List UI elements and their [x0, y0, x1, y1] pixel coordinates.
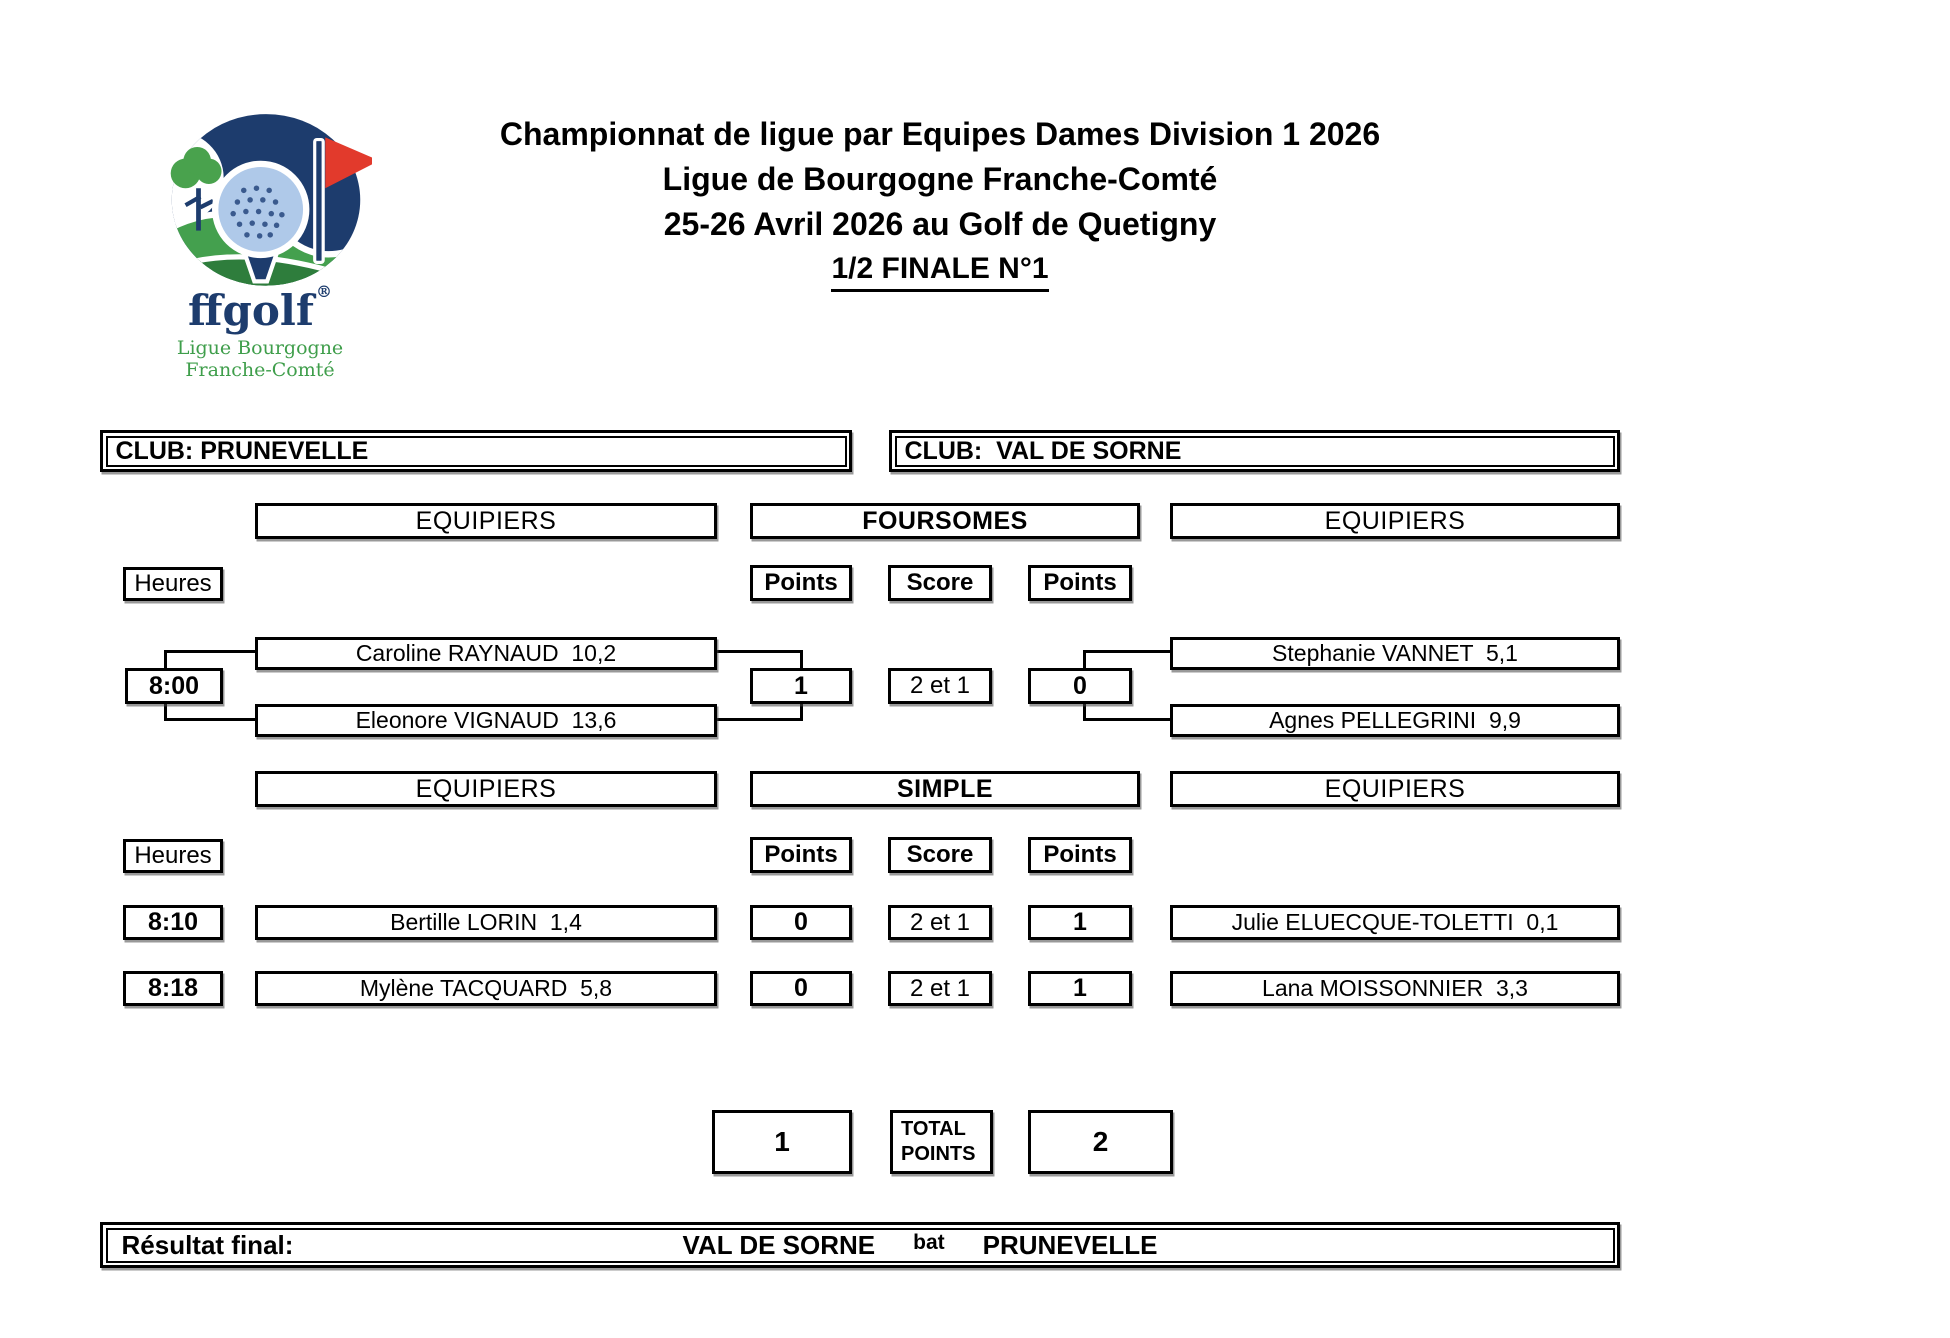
single-1-home-points: 0 [750, 905, 852, 940]
bracket-connector-line [715, 650, 803, 653]
single-1-score: 2 et 1 [888, 905, 992, 940]
bracket-connector-line [164, 650, 167, 670]
singles-center-header: SIMPLE [750, 771, 1140, 807]
home-club-box [100, 430, 852, 472]
title-line-1: Championnat de ligue par Equipes Dames Division 1 2026 [499, 116, 1381, 152]
away-club-name: VAL DE SORNE [996, 436, 1182, 465]
single-1-time: 8:10 [123, 905, 223, 940]
foursomes-center-header: FOURSOMES [750, 503, 1140, 539]
singles-hours-label: Heures [123, 839, 223, 873]
single-2-home-player: Mylène TACQUARD 5,8 [255, 971, 717, 1006]
foursome-away-points: 0 [1028, 668, 1132, 704]
singles-right-header: EQUIPIERS [1170, 771, 1620, 807]
single-2-score: 2 et 1 [888, 971, 992, 1006]
ffgolf-wordmark: ffgolf ® [188, 282, 332, 335]
bracket-connector-line [800, 650, 803, 670]
foursome-home-points: 1 [750, 668, 852, 704]
singles-points-left-label: Points [750, 837, 852, 873]
single-1-home-player: Bertille LORIN 1,4 [255, 905, 717, 940]
foursome-score: 2 et 1 [888, 668, 992, 704]
home-foursome-player-2: Eleonore VIGNAUD 13,6 [255, 704, 717, 737]
home-foursome-player-1: Caroline RAYNAUD 10,2 [255, 637, 717, 670]
bracket-connector-line [166, 718, 258, 721]
foursomes-points-right-label: Points [1028, 565, 1132, 601]
bracket-connector-line [1083, 650, 1086, 670]
bracket-connector-line [1083, 718, 1173, 721]
away-total-points: 2 [1028, 1110, 1173, 1174]
singles-points-right-label: Points [1028, 837, 1132, 873]
single-1-away-points: 1 [1028, 905, 1132, 940]
bracket-connector-line [715, 718, 803, 721]
home-club-name: PRUNEVELLE [200, 436, 369, 465]
single-1-away-player: Julie ELUECQUE-TOLETTI 0,1 [1170, 905, 1620, 940]
away-foursome-player-1: Stephanie VANNET 5,1 [1170, 637, 1620, 670]
loser-club: PRUNEVELLE [982, 1229, 1158, 1260]
foursomes-score-label: Score [888, 565, 992, 601]
single-2-home-points: 0 [750, 971, 852, 1006]
home-total-points: 1 [712, 1110, 852, 1174]
foursomes-right-header: EQUIPIERS [1170, 503, 1620, 539]
title-line-3: 25-26 Avril 2026 au Golf de Quetigny [663, 206, 1217, 242]
final-result-box [100, 1222, 1620, 1268]
singles-left-header: EQUIPIERS [255, 771, 717, 807]
single-2-time: 8:18 [123, 971, 223, 1006]
home-club-label: CLUB: PRUNEVELLE [115, 436, 369, 465]
final-result-value [683, 1230, 1158, 1261]
page-title [300, 112, 1580, 247]
total-points-label: TOTAL POINTS [890, 1110, 993, 1174]
away-foursome-player-2: Agnes PELLEGRINI 9,9 [1170, 704, 1620, 737]
bracket-connector-line [800, 702, 803, 721]
bracket-connector-line [166, 650, 258, 653]
foursome-time: 8:00 [125, 668, 223, 704]
bracket-connector-line [1083, 702, 1086, 721]
foursomes-hours-label: Heures [123, 567, 223, 601]
single-2-away-player: Lana MOISSONNIER 3,3 [1170, 971, 1620, 1006]
final-result-label: Résultat final: [121, 1229, 294, 1260]
bracket-connector-line [164, 702, 167, 721]
bracket-connector-line [1083, 650, 1173, 653]
away-club-label: CLUB: VAL DE SORNE [904, 436, 1182, 465]
winner-club: VAL DE SORNE [682, 1229, 876, 1260]
away-club-box [889, 430, 1620, 472]
result-verb: bat [913, 1230, 945, 1254]
registered-mark: ® [315, 282, 332, 301]
title-line-2: Ligue de Bourgogne Franche-Comté [662, 161, 1218, 197]
singles-score-label: Score [888, 837, 992, 873]
logo-subtitle: Ligue Bourgogne Franche-Comté [176, 337, 344, 381]
foursomes-left-header: EQUIPIERS [255, 503, 717, 539]
single-2-away-points: 1 [1028, 971, 1132, 1006]
round-title: 1/2 FINALE N°1 [300, 252, 1580, 292]
foursomes-points-left-label: Points [750, 565, 852, 601]
